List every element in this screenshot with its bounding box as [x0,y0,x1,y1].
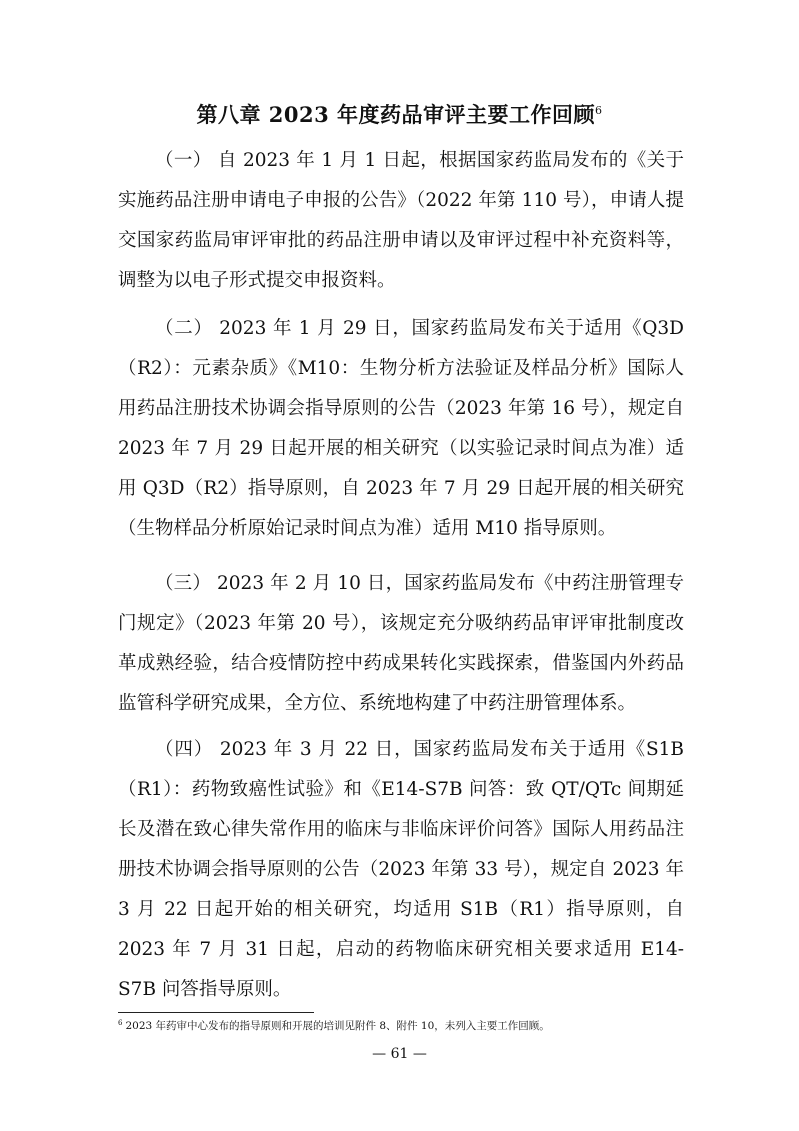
title-footnote-ref: 6 [595,104,603,117]
chapter-title [0,100,799,130]
paragraph-4: （四） 2023 年 3 月 22 日，国家药监局发布关于适用《S1B（R1）：药物致癌性试验》和《E14-S7B 问答：致 QT/QTc 间期延长及潜在致心律失常作用的临床与非临床评价问答》国际人用药品注册技术协调会指导原则的公告（2023 年第 33 号），规定自 2023 年 3 月 22 日起开始的相关研究，均适用 S1B（R1）指导原则，自 2023 年 7 月 31 日起，启动的药物临床研究相关要求适用 E14-S7B 问答指导原则。 [118,739,684,1000]
paragraph-3: （三） 2023 年 2 月 10 日，国家药监局发布《中药注册管理专门规定》（2023 年第 20 号），该规定充分吸纳药品审评审批制度改革成熟经验，结合疫情防控中药成果转化实践探索，借鉴国内外药品监管科学研究成果，全方位、系统地构建了中药注册管理体系。 [118,573,684,714]
footnote-text: 2023 年药审中心发布的指导原则和开展的培训见附件 8、附件 10，未列入主要工作回顾。 [125,1020,550,1032]
paragraph-1: （一） 自 2023 年 1 月 1 日起，根据国家药监局发布的《关于实施药品注册申请电子申报的公告》（2022 年第 110 号），申请人提交国家药监局审评审批的药品注册申请以及审评过程中补充资料等，调整为以电子形式提交申报资料。 [118,150,684,291]
footnote [118,1018,684,1034]
paragraph-2: （二） 2023 年 1 月 29 日，国家药监局发布关于适用《Q3D（R2）：元素杂质》《M10：生物分析方法验证及样品分析》国际人用药品注册技术协调会指导原则的公告（2023 年第 16 号），规定自 2023 年 7 月 29 日起开展的相关研究（以实验记录时间点为准）适用 Q3D（R2）指导原则，自 2023 年 7 月 29 日起开展的相关研究（生物样品分析原始记录时间点为准）适用 M10 指导原则。 [118,318,684,539]
footnote-divider [118,1012,314,1013]
chapter-title-text: 第八章 2023 年度药品审评主要工作回顾 [196,102,596,127]
page-number: — 61 — [372,1046,427,1062]
footnote-marker: 6 [118,1018,123,1027]
